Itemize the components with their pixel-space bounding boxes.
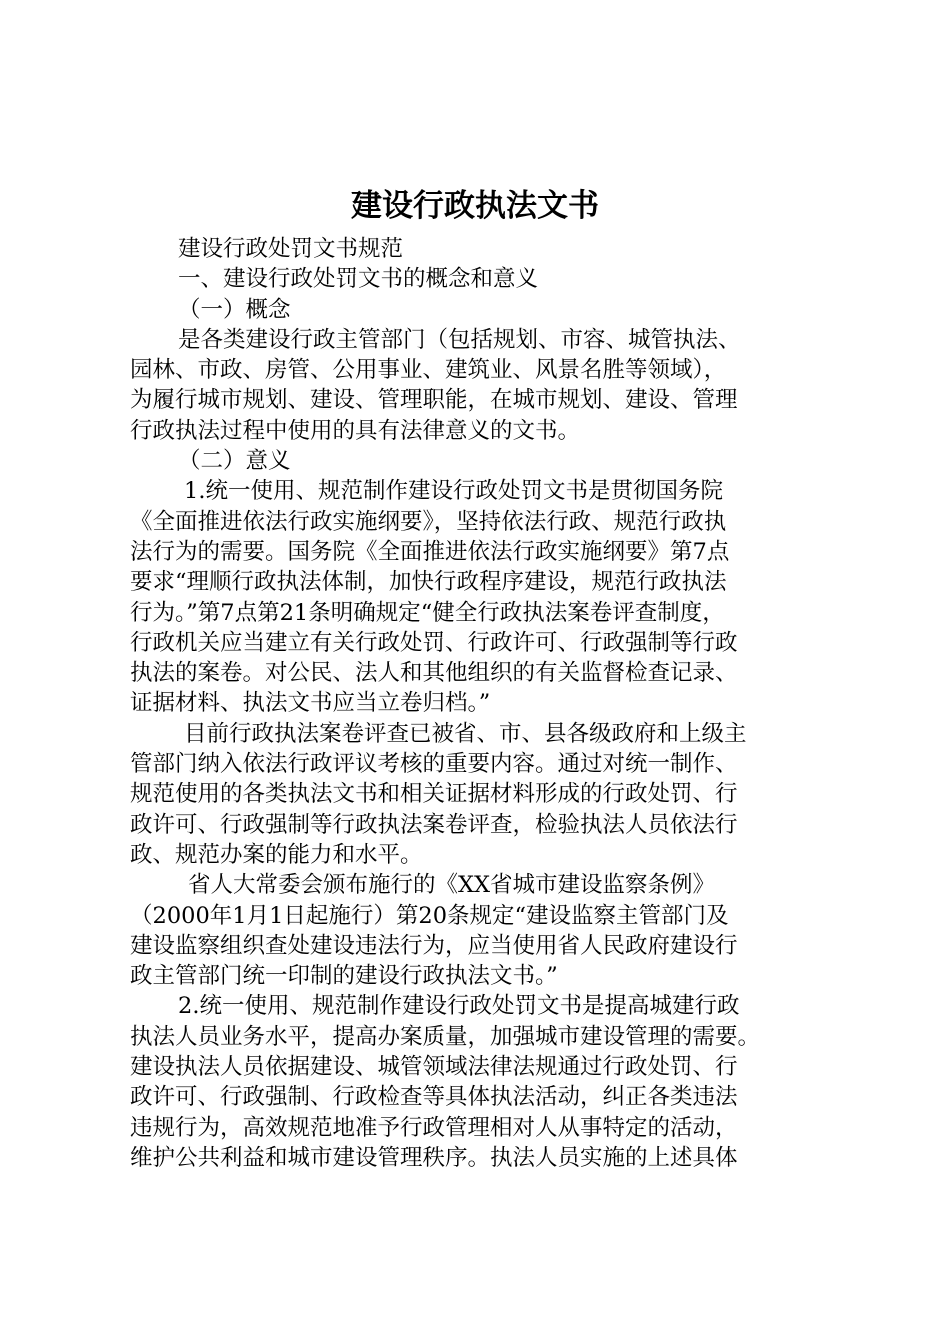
text-line: 法行为的需要。国务院《全面推进依法行政实施纲要》第7点 bbox=[130, 538, 730, 565]
text-line: 政许可、行政强制等行政执法案卷评查，检验执法人员依法行 bbox=[130, 811, 738, 838]
text-line: 违规行为，高效规范地准予行政管理相对人从事特定的活动， bbox=[130, 1114, 738, 1141]
text-line: 2.统一使用、规范制作建设行政处罚文书是提高城建行政 bbox=[178, 993, 740, 1020]
text-line: 为履行城市规划、建设、管理职能，在城市规划、建设、管理 bbox=[130, 387, 738, 414]
text-line: 建设执法人员依据建设、城管领域法律法规通过行政处罚、行 bbox=[130, 1054, 738, 1081]
text-line: 行为。”第7点第21条明确规定“健全行政执法案卷评查制度， bbox=[130, 599, 725, 626]
text-line: 管部门纳入依法行政评议考核的重要内容。通过对统一制作、 bbox=[130, 751, 738, 778]
text-line: 执法人员业务水平，提高办案质量，加强城市建设管理的需要。 bbox=[130, 1023, 761, 1050]
text-line: 行政执法过程中使用的具有法律意义的文书。 bbox=[130, 417, 581, 444]
text-line: （一）概念 bbox=[178, 296, 291, 323]
text-line: 政、规范办案的能力和水平。 bbox=[130, 841, 423, 868]
text-line: 政主管部门统一印制的建设行政执法文书。” bbox=[130, 963, 558, 990]
text-line: 一、建设行政处罚文书的概念和意义 bbox=[178, 266, 539, 293]
text-line: 1.统一使用、规范制作建设行政处罚文书是贯彻国务院 bbox=[184, 478, 723, 505]
text-line: 执法的案卷。对公民、法人和其他组织的有关监督检查记录、 bbox=[130, 660, 738, 687]
text-line: 目前行政执法案卷评查已被省、市、县各级政府和上级主 bbox=[184, 720, 747, 747]
text-line: 行政机关应当建立有关行政处罚、行政许可、行政强制等行政 bbox=[130, 629, 738, 656]
text-line: 政许可、行政强制、行政检查等具体执法活动，纠正各类违法 bbox=[130, 1084, 738, 1111]
text-line: 建设行政处罚文书规范 bbox=[178, 236, 404, 262]
text-line: 建设监察组织查处建设违法行为，应当使用省人民政府建设行 bbox=[130, 932, 738, 959]
text-line: 规范使用的各类执法文书和相关证据材料形成的行政处罚、行 bbox=[130, 781, 738, 808]
document-title: 建设行政执法文书 bbox=[351, 188, 599, 224]
text-line: 园林、市政、房管、公用事业、建筑业、风景名胜等领域）， bbox=[130, 357, 727, 384]
text-line: 证据材料、执法文书应当立卷归档。” bbox=[130, 690, 491, 717]
text-line: 《全面推进依法行政实施纲要》，坚持依法行政、规范行政执 bbox=[130, 508, 727, 535]
text-line: （2000年1月1日起施行）第20条规定“建设监察主管部门及 bbox=[130, 902, 729, 929]
text-line: （二）意义 bbox=[178, 448, 291, 475]
document-body bbox=[130, 234, 840, 1173]
text-line: 要求“理顺行政执法体制，加快行政程序建设，规范行政执法 bbox=[130, 569, 727, 596]
text-line: 省人大常委会颁布施行的《XX省城市建设监察条例》 bbox=[188, 872, 716, 899]
text-line: 是各类建设行政主管部门（包括规划、市容、城管执法、 bbox=[178, 326, 741, 353]
text-line: 维护公共利益和城市建设管理秩序。执法人员实施的上述具体 bbox=[130, 1144, 738, 1171]
